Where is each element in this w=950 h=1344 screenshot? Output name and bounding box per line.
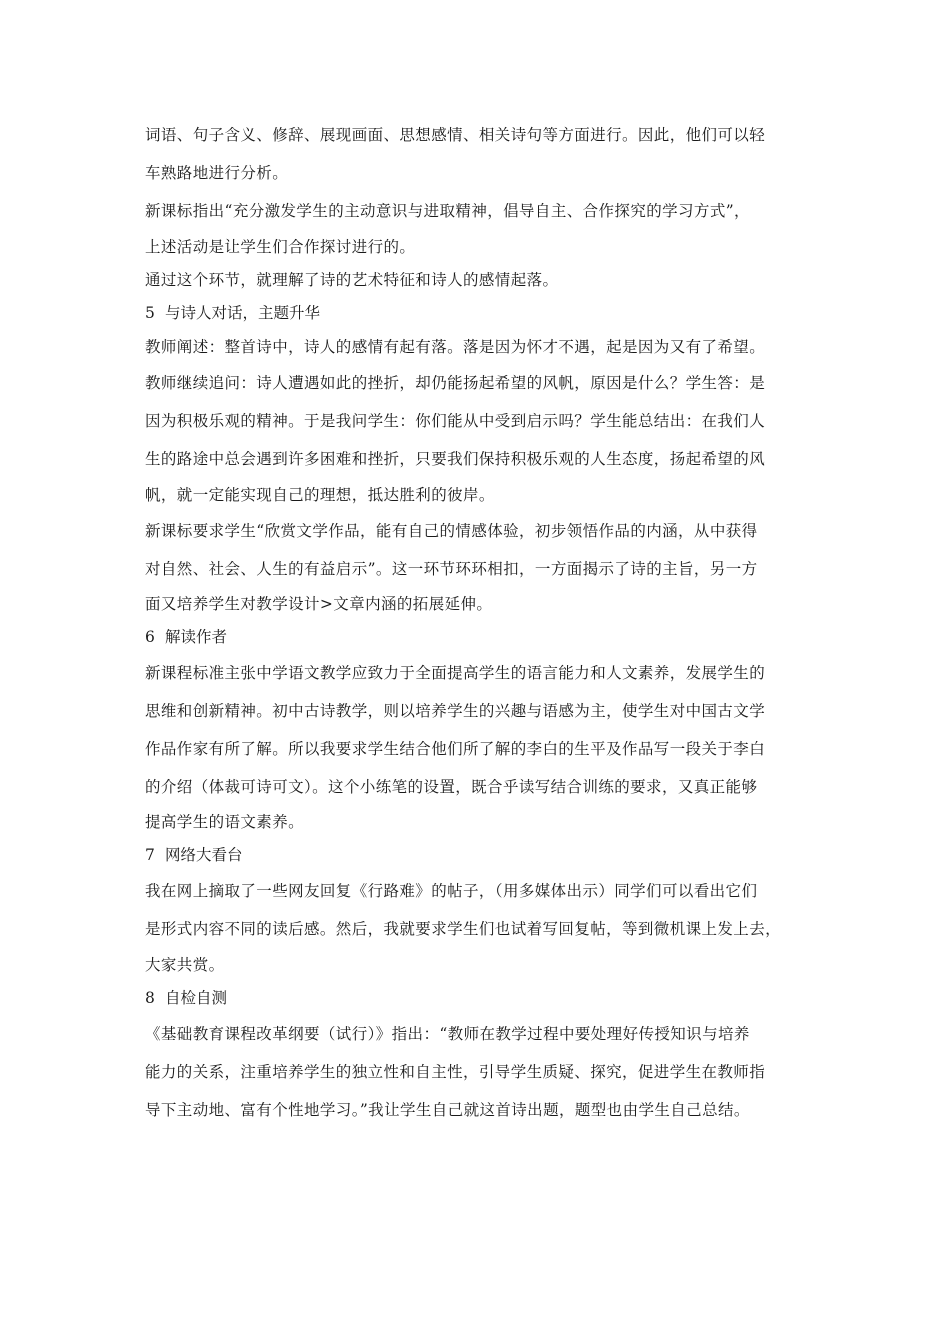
section-heading: [145, 297, 815, 330]
text-line: 作品作家有所了解。所以我要求学生结合他们所了解的李白的生平及作品写一段关于李白: [145, 740, 766, 758]
section-title: 网络大看台: [165, 846, 243, 864]
section-number: 6: [145, 628, 155, 646]
section-number: 8: [145, 989, 155, 1007]
section-heading: [145, 621, 815, 654]
paragraph: [145, 872, 815, 982]
paragraph: [145, 1015, 815, 1129]
text-line: 因为积极乐观的精神。于是我问学生：你们能从中受到启示吗？学生能总结出：在我们人: [145, 412, 766, 430]
paragraph: [145, 330, 815, 364]
text-line: 生的路途中总会遇到许多困难和挫折，只要我们保持积极乐观的人生态度，扬起希望的风: [145, 450, 766, 468]
text-line: 上述活动是让学生们合作探讨进行的。: [145, 238, 416, 256]
text-line: 教师继续追问：诗人遭遇如此的挫折，却仍能扬起希望的风帆，原因是什么？学生答：是: [145, 374, 766, 392]
text-line: 新课标要求学生“欣赏文学作品，能有自己的情感体验，初步领悟作品的内涵，从中获得: [145, 522, 758, 540]
text-line: 是形式内容不同的读后感。然后，我就要求学生们也试着写回复帖，等到微机课上发上去，: [145, 920, 782, 938]
text-line: 词语、句子含义、修辞、展现画面、思想感情、相关诗句等方面进行。因此，他们可以轻: [145, 126, 766, 144]
text-line: 我在网上摘取了一些网友回复《行路难》的帖子，（用多媒体出示）同学们可以看出它们: [145, 882, 758, 900]
text-line: 教师阐述：整首诗中，诗人的感情有起有落。落是因为怀才不遇，起是因为又有了希望。: [145, 338, 766, 356]
text-line: 帆，就一定能实现自己的理想，抵达胜利的彼岸。: [145, 486, 495, 504]
text-line: 新课程标准主张中学语文教学应致力于全面提高学生的语言能力和人文素养，发展学生的: [145, 664, 766, 682]
text-line: 车熟路地进行分析。: [145, 164, 289, 182]
paragraph: [145, 512, 815, 621]
section-heading: [145, 982, 815, 1015]
section-heading: [145, 839, 815, 872]
section-title: 解读作者: [165, 628, 228, 646]
paragraph: [145, 116, 815, 192]
paragraph: [145, 192, 815, 264]
text-line: 《基础教育课程改革纲要（试行）》指出：“教师在教学过程中要处理好传授知识与培养: [145, 1025, 750, 1043]
text-line: 新课标指出“充分激发学生的主动意识与进取精神，倡导自主、合作探究的学习方式”，: [145, 202, 750, 220]
text-line: 的介绍（体裁可诗可文）。这个小练笔的设置，既合乎读写结合训练的要求，又真正能够: [145, 778, 758, 796]
text-line: 能力的关系，注重培养学生的独立性和自主性，引导学生质疑、探究，促进学生在教师指: [145, 1063, 766, 1081]
section-number: 7: [145, 846, 155, 864]
document-body: [145, 116, 815, 1129]
paragraph: [145, 264, 815, 297]
text-line: 大家共赏。: [145, 956, 225, 974]
section-title: 自检自测: [165, 989, 228, 1007]
text-line: 通过这个环节，就理解了诗的艺术特征和诗人的感情起落。: [145, 271, 559, 289]
paragraph: [145, 364, 815, 512]
text-line: 面又培养学生对教学设计>文章内涵的拓展延伸。: [145, 595, 493, 613]
text-line: 思维和创新精神。初中古诗教学，则以培养学生的兴趣与语感为主，使学生对中国古文学: [145, 702, 766, 720]
paragraph: [145, 654, 815, 839]
text-line: 提高学生的语文素养。: [145, 813, 305, 831]
text-line: 导下主动地、富有个性地学习。”我让学生自己就这首诗出题，题型也由学生自己总结。: [145, 1101, 750, 1119]
section-number: 5: [145, 304, 155, 322]
text-line: 对自然、社会、人生的有益启示”。这一环节环环相扣，一方面揭示了诗的主旨，另一方: [145, 560, 758, 578]
section-title: 与诗人对话，主题升华: [165, 304, 321, 322]
